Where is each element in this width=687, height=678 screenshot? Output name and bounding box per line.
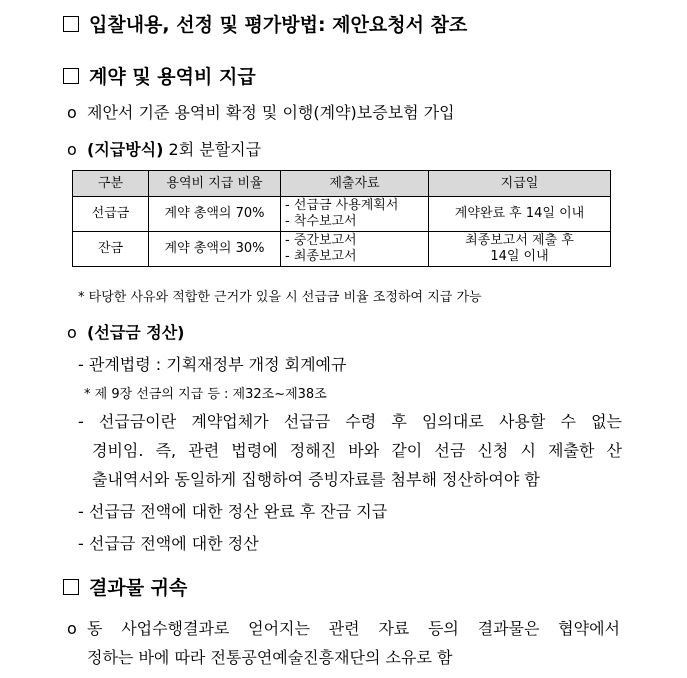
- bullet-marker: o: [67, 140, 77, 159]
- table-cell-date: 계약완료 후 14일 이내: [429, 197, 611, 232]
- bullet-marker: o: [67, 323, 77, 342]
- bullet-item-advance-settlement: o (선급금 정산): [67, 323, 185, 342]
- table-cell-date: 최종보고서 제출 후 14일 이내: [429, 232, 611, 267]
- checkbox-square-icon: [63, 68, 79, 84]
- table-row: [73, 197, 611, 232]
- bullet-item-payment-method: o (지급방식) 2회 분할지급: [67, 140, 262, 159]
- checkbox-square-icon: [63, 16, 79, 32]
- table-header-row: [73, 171, 611, 197]
- checkbox-square-icon: [63, 579, 79, 595]
- section-heading-contract: 계약 및 용역비 지급: [63, 62, 256, 89]
- table-cell-materials: - 선급금 사용계획서 - 착수보고서: [281, 197, 429, 232]
- bullet-item: o 제안서 기준 용역비 확정 및 이행(계약)보증보험 가입: [67, 103, 455, 122]
- section-heading-bidding: 입찰내용, 선정 및 평가방법: 제안요청서 참조: [63, 10, 467, 37]
- dash-item-settlement: - 선급금 전액에 대한 정산: [78, 534, 259, 553]
- bullet-marker: o: [67, 103, 77, 122]
- bullet-marker: o: [67, 619, 77, 638]
- table-cell-materials: - 중간보고서 - 최종보고서: [281, 232, 429, 267]
- table-row: [73, 232, 611, 267]
- dash-item-law: - 관계법령 : 기획재정부 개정 회계예규: [78, 355, 347, 374]
- table-cell-type: 선급금: [73, 197, 149, 232]
- definition-line-2: 경비임. 즉, 관련 법령에 정해진 바와 같이 선금 신청 시 제출한 산: [92, 441, 622, 460]
- law-note: * 제 9장 선금의 지급 등 : 제32조~제38조: [84, 387, 327, 402]
- definition-line-1: - 선급금이란 계약업체가 선급금 수령 후 임의대로 사용할 수 없는: [78, 412, 622, 431]
- table-cell-type: 잔금: [73, 232, 149, 267]
- payment-table: [72, 170, 611, 267]
- ownership-line-2: 정하는 바에 따라 전통공연예술진흥재단의 소유로 함: [87, 648, 453, 667]
- table-cell-ratio: 계약 총액의 30%: [149, 232, 281, 267]
- table-header-cell: 용역비 지급 비율: [149, 171, 281, 197]
- section-heading-deliverables: 결과물 귀속: [63, 573, 187, 600]
- table-note: * 타당한 사유와 적합한 근거가 있을 시 선급금 비율 조정하여 지급 가능: [78, 290, 482, 305]
- table-cell-ratio: 계약 총액의 70%: [149, 197, 281, 232]
- table-header-cell: 지급일: [429, 171, 611, 197]
- table-header-cell: 구분: [73, 171, 149, 197]
- table-header-cell: 제출자료: [281, 171, 429, 197]
- dash-item-balance: - 선급금 전액에 대한 정산 완료 후 잔금 지급: [78, 502, 388, 521]
- definition-line-3: 출내역서와 동일하게 집행하여 증빙자료를 첨부해 정산하여야 함: [92, 470, 540, 489]
- bullet-item-ownership: o 동 사업수행결과로 얻어지는 관련 자료 등의 결과물은 협약에서: [67, 619, 620, 638]
